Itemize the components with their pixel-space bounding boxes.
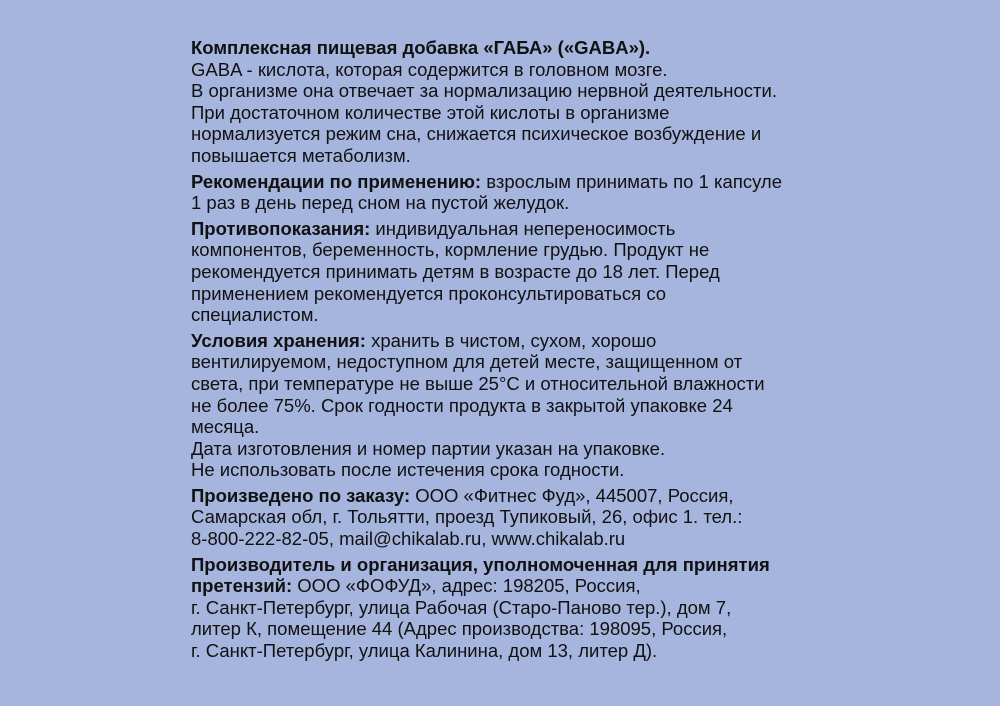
storage-line: света, при температуре не выше 25°С и относительной влажности [191, 372, 765, 394]
storage-line: Дата изготовления и номер партии указан на упаковке. [191, 437, 666, 459]
intro-section [191, 37, 831, 167]
product-title: Комплексная пищевая добавка «ГАБА» («GABA»). [191, 37, 651, 58]
storage-text: хранить в чистом, сухом, хорошо [365, 329, 657, 351]
intro-line: нормализуется режим сна, снижается психическое возбуждение и [191, 123, 762, 145]
storage-label: Условия хранения: [191, 329, 366, 351]
contraindications-label: Противопоказания: [191, 217, 371, 239]
manufacturer-label: Производитель и организация, уполномоченная для принятия [191, 553, 770, 575]
manufacturer-line: г. Санкт-Петербург, улица Рабочая (Старо-Паново тер.), дом 7, [191, 596, 732, 618]
contra-line: рекомендуется принимать детям в возрасте до 18 лет. Перед [191, 260, 720, 282]
contraindications-section [191, 218, 831, 326]
storage-line: Не использовать после истечения срока годности. [191, 459, 625, 481]
manufacturer-section [191, 554, 831, 662]
usage-line: 1 раз в день перед сном на пустой желудок. [191, 192, 570, 214]
storage-line: не более 75%. Срок годности продукта в закрытой упаковке 24 [191, 394, 733, 416]
intro-line: При достаточном количестве этой кислоты в организме [191, 101, 670, 123]
manufacturer-line: г. Санкт-Петербург, улица Калинина, дом 13, литер Д). [191, 640, 658, 662]
contra-first-line [191, 218, 831, 240]
contra-line: специалистом. [191, 304, 319, 326]
product-label-text [191, 37, 831, 662]
storage-line: месяца. [191, 416, 260, 438]
manufacturer-second-line [191, 575, 831, 597]
intro-line: В организме она отвечает за нормализацию нервной деятельности. [191, 80, 778, 102]
ordered-line: Самарская обл, г. Тольятти, проезд Тупиковый, 26, офис 1. тел.: [191, 506, 743, 528]
manufacturer-label-end: претензий: [191, 575, 293, 597]
ordered-line: 8-800-222-82-05, mail@chikalab.ru, www.chikalab.ru [191, 528, 626, 550]
intro-line: GABA - кислота, которая содержится в головном мозге. [191, 58, 668, 80]
contra-line: применением рекомендуется проконсультироваться со [191, 282, 667, 304]
contra-text: индивидуальная непереносимость [370, 217, 676, 239]
manufacturer-line: литер К, помещение 44 (Адрес производства: 198095, Россия, [191, 618, 728, 640]
usage-label: Рекомендации по применению: [191, 170, 482, 192]
ordered-text: ООО «Фитнес Фуд», 445007, Россия, [410, 484, 734, 506]
manufacturer-text: ООО «ФОФУД», адрес: 198205, Россия, [292, 575, 641, 597]
intro-line: повышается метаболизм. [191, 144, 411, 166]
usage-first-line [191, 171, 831, 193]
ordered-first-line [191, 485, 831, 507]
ordered-label: Произведено по заказу: [191, 484, 411, 506]
storage-first-line [191, 330, 831, 352]
storage-section [191, 330, 831, 481]
contra-line: компонентов, беременность, кормление грудью. Продукт не [191, 239, 710, 261]
storage-line: вентилируемом, недоступном для детей месте, защищенном от [191, 351, 743, 373]
ordered-by-section [191, 485, 831, 550]
usage-text: взрослым принимать по 1 капсуле [481, 170, 783, 192]
usage-section [191, 171, 831, 214]
